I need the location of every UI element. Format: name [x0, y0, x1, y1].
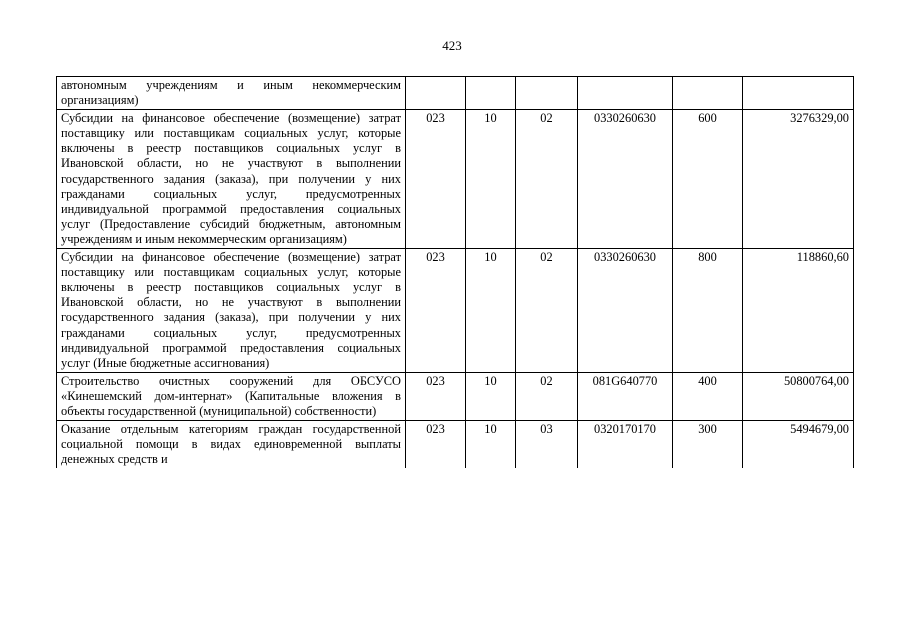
row-description: автономным учреждениям и иным некоммерческим организациям)	[57, 77, 406, 110]
row-description: Субсидии на финансовое обеспечение (возмещение) затрат поставщику или поставщикам социальных услуг, которые включены в реестр поставщиков социальных услуг в Ивановской области, но не участвуют в выполнении государственного задания (заказа), при получении у них гражданами социальных услуг, предусмотренных индивидуальной программой предоставления социальных услуг (Предоставление субсидий бюджетным, автономным учреждениям и иным некоммерческим организациям)	[57, 110, 406, 249]
row-target-article	[578, 77, 673, 110]
row-target-article: 081G640770	[578, 372, 673, 420]
row-admin-code: 023	[406, 421, 466, 469]
row-subsection: 02	[516, 249, 578, 373]
row-amount: 50800764,00	[743, 372, 854, 420]
row-expense-type	[673, 77, 743, 110]
row-section: 10	[466, 372, 516, 420]
budget-table	[56, 76, 854, 468]
row-amount	[743, 77, 854, 110]
row-admin-code	[406, 77, 466, 110]
row-admin-code: 023	[406, 110, 466, 249]
row-subsection: 02	[516, 372, 578, 420]
table-row	[57, 77, 854, 110]
row-expense-type: 800	[673, 249, 743, 373]
row-expense-type: 600	[673, 110, 743, 249]
row-description: Субсидии на финансовое обеспечение (возмещение) затрат поставщику или поставщикам социальных услуг, которые включены в реестр поставщиков социальных услуг в Ивановской области, но не участвуют в выполнении государственного задания (заказа), при получении у них гражданами социальных услуг, предусмотренных индивидуальной программой предоставления социальных услуг (Иные бюджетные ассигнования)	[57, 249, 406, 373]
page-number: 423	[442, 38, 462, 53]
row-target-article: 0320170170	[578, 421, 673, 469]
row-expense-type: 300	[673, 421, 743, 469]
row-description: Оказание отдельным категориям граждан государственной социальной помощи в видах единовременной выплаты денежных средств и	[57, 421, 406, 469]
row-target-article: 0330260630	[578, 249, 673, 373]
table-row	[57, 372, 854, 420]
row-amount: 5494679,00	[743, 421, 854, 469]
table-row	[57, 110, 854, 249]
row-section: 10	[466, 421, 516, 469]
row-section: 10	[466, 249, 516, 373]
row-section: 10	[466, 110, 516, 249]
row-amount: 118860,60	[743, 249, 854, 373]
table-row	[57, 421, 854, 469]
row-subsection: 03	[516, 421, 578, 469]
row-subsection: 02	[516, 110, 578, 249]
row-expense-type: 400	[673, 372, 743, 420]
table-row	[57, 249, 854, 373]
row-description: Строительство очистных сооружений для ОБСУСО «Кинешемский дом-интернат» (Капитальные вложения в объекты государственной (муниципальной) собственности)	[57, 372, 406, 420]
row-amount: 3276329,00	[743, 110, 854, 249]
row-admin-code: 023	[406, 372, 466, 420]
row-admin-code: 023	[406, 249, 466, 373]
row-section	[466, 77, 516, 110]
row-target-article: 0330260630	[578, 110, 673, 249]
row-subsection	[516, 77, 578, 110]
